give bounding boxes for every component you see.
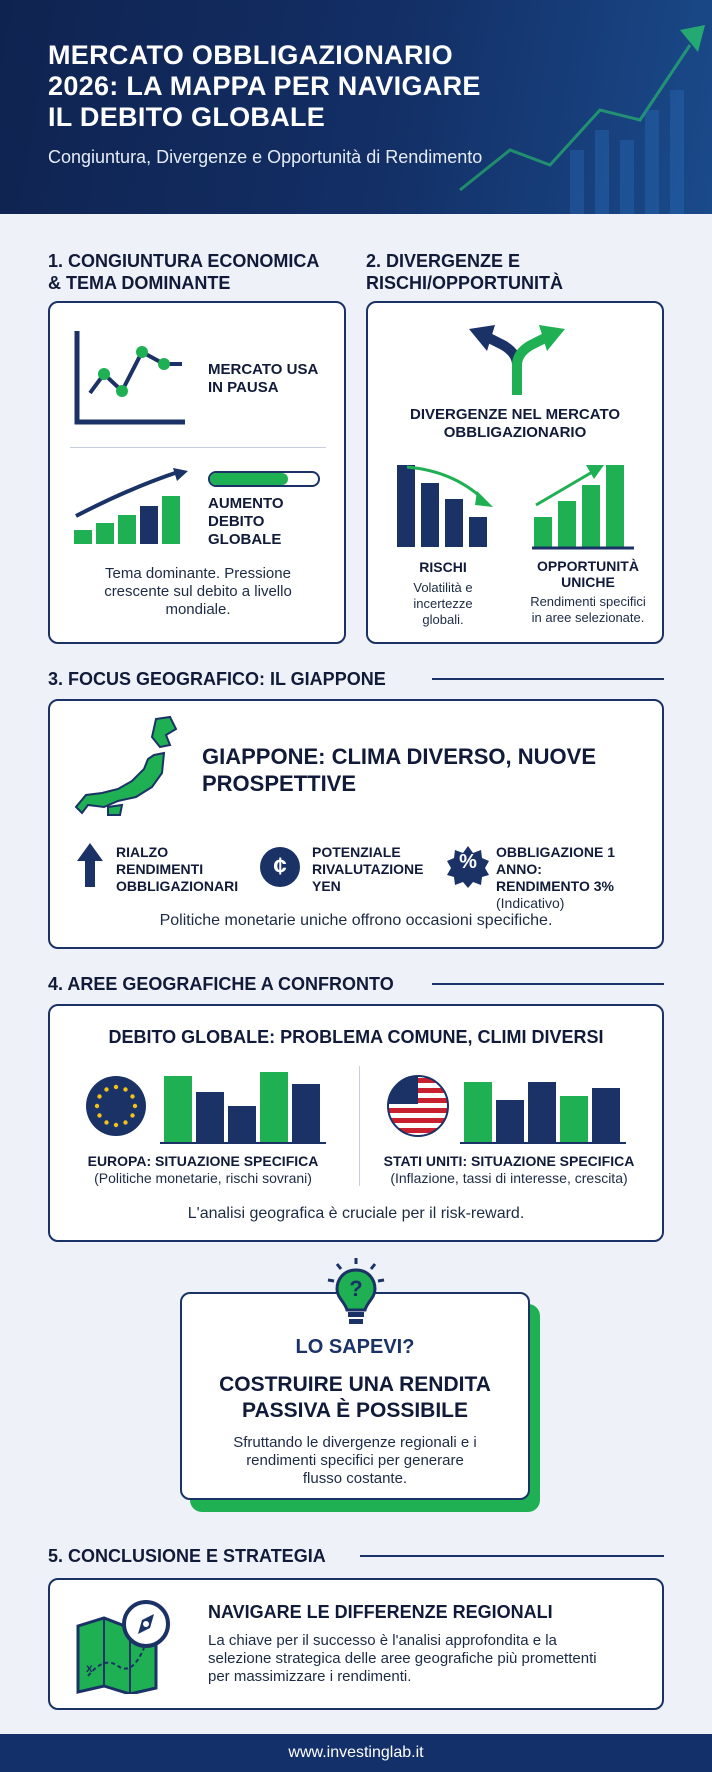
section4-title: 4. AREE GEOGRAFICHE A CONFRONTO (48, 974, 394, 994)
section1-card (48, 301, 346, 644)
percent-symbol: % (459, 851, 477, 873)
tip-kicker: LO SAPEVI? (295, 1336, 415, 1358)
bulb-question-mark: ? (349, 1276, 363, 1301)
section5-title: 5. CONCLUSIONE E STRATEGIA (48, 1546, 326, 1566)
us-flag-icon (386, 1074, 450, 1138)
section5-heading: NAVIGARE LE DIFFERENZE REGIONALI (208, 1602, 553, 1622)
europe-block: EUROPA: SITUAZIONE SPECIFICA (Politiche monetarie, rischi sovrani) (87, 1153, 319, 1186)
europe-bars-icon (160, 1068, 330, 1146)
section3-heading: GIAPPONE: CLIMA DIVERSO, NUOVE PROSPETTIVE (202, 744, 597, 796)
page-subtitle: Congiuntura, Divergenze e Opportunità di Rendimento (48, 147, 483, 167)
japan-item-yen: POTENZIALE RIVALUTAZIONE YEN (312, 844, 424, 894)
opportunities-block: OPPORTUNITÀ UNICHE Rendimenti specifici in aree selezionate. (530, 558, 646, 625)
diverging-arrows-icon (465, 325, 569, 397)
usa-market-label: MERCATO USA IN PAUSA (208, 361, 319, 396)
section2-heading: DIVERGENZE NEL MERCATO OBBLIGAZIONARIO (409, 406, 621, 441)
section1-title: 1. CONGIUNTURA ECONOMICA & TEMA DOMINANTE (48, 251, 320, 293)
section3-card (48, 699, 664, 949)
page-title: MERCATO OBBLIGAZIONARIO 2026: LA MAPPA PER NAVIGARE IL DEBITO GLOBALE (48, 40, 481, 132)
section4-footer-text: L'analisi geografica è cruciale per il risk-reward. (187, 1205, 525, 1222)
section2-card (366, 301, 664, 644)
header-banner (0, 0, 712, 214)
rising-green-bars-icon (528, 461, 638, 551)
footer-url[interactable] (0, 1734, 712, 1772)
section5-rule (360, 1555, 664, 1557)
japan-map-icon (74, 715, 194, 823)
up-arrow-icon (76, 841, 104, 889)
section1-text: Tema dominante. Pressione crescente sul debito a livello mondiale. (104, 565, 292, 618)
usa-block: STATI UNITI: SITUAZIONE SPECIFICA (Inflazione, tassi di interesse, crescita) (383, 1153, 635, 1186)
section2-title: 2. DIVERGENZE E RISCHI/OPPORTUNITÀ (366, 251, 564, 293)
eu-flag-icon (84, 1074, 148, 1138)
section5-card (48, 1578, 664, 1710)
japan-item-bond: OBBLIGAZIONE 1 ANNO: RENDIMENTO 3% (Indicativo) (496, 844, 616, 911)
section4-heading: DEBITO GLOBALE: PROBLEMA COMUNE, CLIMI DIVERSI (108, 1027, 604, 1047)
debt-label: AUMENTO DEBITO GLOBALE (208, 495, 284, 548)
section4-card (48, 1004, 664, 1242)
section3-rule (432, 678, 664, 680)
yen-coin-icon: ¢ (260, 847, 300, 887)
debt-progress-fill (210, 473, 288, 485)
usa-bars-icon (460, 1068, 630, 1146)
japan-item-yields: RIALZO RENDIMENTI OBBLIGAZIONARI (116, 844, 239, 894)
debt-progress-bar (208, 471, 320, 487)
tip-title: COSTRUIRE UNA RENDITA PASSIVA È POSSIBILE (219, 1373, 491, 1422)
svg-text:x: x (86, 1661, 93, 1675)
website-link[interactable]: www.investinglab.it (288, 1744, 424, 1761)
falling-bars-icon (393, 461, 503, 551)
risks-block: RISCHI Volatilità e incertezze globali. (413, 559, 473, 627)
rising-bars-icon (70, 468, 190, 548)
line-chart-icon (70, 328, 195, 428)
map-compass-icon (74, 1596, 184, 1694)
divider (70, 447, 326, 448)
section3-footer-text: Politiche monetarie uniche offrono occasioni specifiche. (159, 912, 553, 929)
tip-text: Sfruttando le divergenze regionali e i rendimenti specifici per generare flusso costante. (233, 1434, 477, 1487)
section3-title: 3. FOCUS GEOGRAFICO: IL GIAPPONE (48, 669, 386, 689)
section5-text: La chiave per il successo è l'analisi approfondita e la selezione strategica delle aree geografiche più promettenti per massimizzare i rendimenti. (208, 1632, 597, 1685)
section4-rule (432, 983, 664, 985)
